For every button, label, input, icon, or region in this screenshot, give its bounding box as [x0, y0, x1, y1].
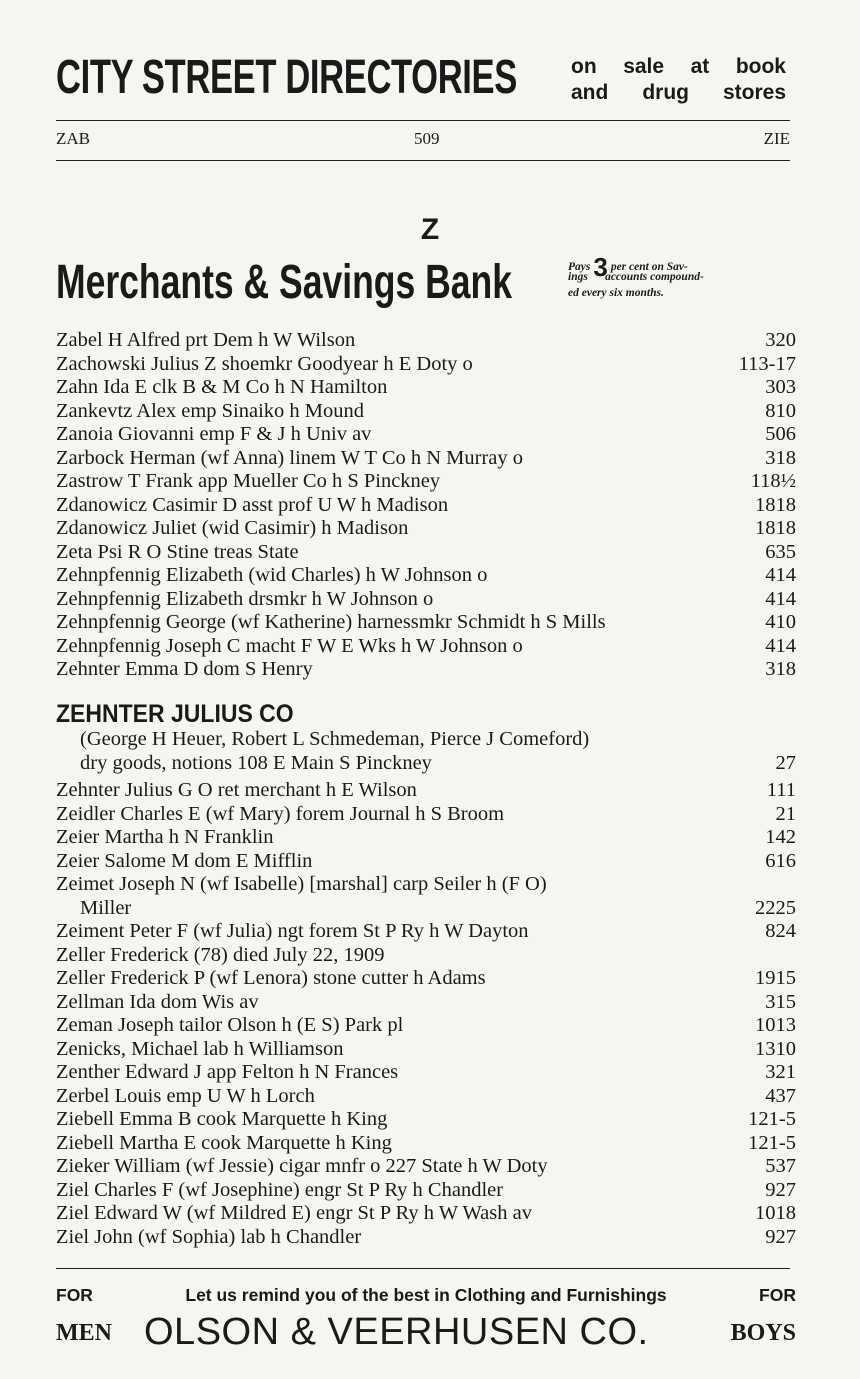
entry-address-number: 2225: [755, 896, 796, 919]
entry-text: Zastrow T Frank app Mueller Co h S Pinckney: [56, 470, 441, 492]
entry-text: Ziel Charles F (wf Josephine) engr St P Ry h Chandler: [56, 1178, 504, 1201]
entry-address-number: 824: [765, 920, 796, 942]
directory-entries-a: [56, 329, 796, 682]
entry-text: Zeimet Joseph N (wf Isabelle) [marshal] carp Seiler h (F O): [56, 873, 547, 895]
ad-for-right: FOR: [759, 1285, 796, 1305]
entry-text: Ziebell Emma B cook Marquette h King: [56, 1108, 388, 1130]
directory-entry: [56, 658, 796, 682]
directory-entry: [56, 944, 796, 968]
bank-note-text: ed every six months.: [568, 287, 664, 299]
top-advertisement: [56, 48, 786, 108]
ad-word: drug: [642, 81, 689, 104]
directory-entry: [56, 826, 796, 850]
entry-text: Zabel H Alfred prt Dem h W Wilson: [56, 329, 356, 351]
directory-entry: [56, 779, 796, 803]
directory-entry: [56, 564, 796, 588]
directory-entry: [56, 400, 796, 424]
ad-word: on: [571, 55, 597, 78]
directory-entry: [56, 967, 796, 991]
ad-firm-name: OLSON & VEERHUSEN CO.: [144, 1311, 649, 1353]
bank-interest-note: [568, 252, 790, 301]
entry-address-number: 635: [765, 540, 796, 563]
entry-text: Zeller Frederick (78) died July 22, 1909: [56, 943, 385, 966]
directory-entry: [56, 423, 796, 447]
entry-address-number: 927: [765, 1178, 796, 1201]
entry-address-number: 303: [765, 376, 796, 398]
entry-text: Zachowski Julius Z shoemkr Goodyear h E Doty o: [56, 352, 473, 375]
entry-text: Zanoia Giovanni emp F & J h Univ av: [56, 423, 372, 445]
directory-entry: [56, 752, 796, 776]
ad-slogan: Let us remind you of the best in Clothing and Furnishings: [185, 1285, 667, 1305]
bank-note-text: accounts compound-: [605, 271, 704, 283]
bank-advertisement: [56, 253, 790, 313]
entry-text: Zerbel Louis emp U W h Lorch: [56, 1084, 315, 1107]
directory-entry: [56, 447, 796, 471]
entry-address-number: 318: [765, 658, 796, 680]
entry-text: Ziel Edward W (wf Mildred E) engr St P Ry h W Wash av: [56, 1202, 532, 1224]
entry-address-number: 506: [765, 423, 796, 445]
entry-address-number: 1915: [755, 967, 796, 989]
directory-entry: [56, 517, 796, 541]
guide-word-last: ZIE: [763, 129, 790, 148]
entry-address-number: 118½: [750, 470, 796, 492]
directory-entry: [56, 353, 796, 377]
entry-text: Zehnpfennig George (wf Katherine) harnessmkr Schmidt h S Mills: [56, 611, 606, 633]
section-letter: Z: [420, 213, 440, 246]
ad-word: and: [571, 81, 609, 104]
entry-text: Zeier Salome M dom E Mifflin: [56, 849, 313, 872]
entry-address-number: 1013: [755, 1014, 796, 1036]
entry-address-number: 1310: [755, 1037, 796, 1060]
interest-rate: 3: [593, 252, 608, 282]
entry-text: dry goods, notions 108 E Main S Pinckney: [80, 751, 432, 774]
ad-word: at: [690, 55, 710, 78]
running-head: [56, 128, 790, 150]
directory-entry: [56, 991, 796, 1015]
company-details: [56, 728, 796, 775]
directory-entry: [56, 1085, 796, 1109]
ad-boys: BOYS: [730, 1320, 796, 1346]
entry-text: Zehnpfennig Joseph C macht F W E Wks h W Johnson o: [56, 634, 523, 657]
entry-address-number: 321: [765, 1061, 796, 1083]
directory-entry: [56, 1226, 796, 1250]
entry-address-number: 927: [765, 1225, 796, 1248]
entry-address-number: 142: [765, 826, 796, 848]
ad-word: book: [735, 55, 786, 78]
directory-entry: [56, 1132, 796, 1156]
ad-men: MEN: [56, 1320, 112, 1346]
ad-word: sale: [623, 55, 665, 78]
directory-entry: [56, 470, 796, 494]
entry-text: Ziebell Martha E cook Marquette h King: [56, 1131, 392, 1154]
entry-text: Zdanowicz Casimir D asst prof U W h Madison: [56, 493, 449, 516]
entry-text: Zarbock Herman (wf Anna) linem W T Co h N Murray o: [56, 446, 524, 469]
entry-text: Zenicks, Michael lab h Williamson: [56, 1037, 344, 1060]
directory-entry: [56, 803, 796, 827]
entry-address-number: 414: [765, 564, 796, 586]
entry-text: Zeidler Charles E (wf Mary) forem Journal h S Broom: [56, 802, 505, 825]
entry-text: Zeta Psi R O Stine treas State: [56, 540, 299, 563]
entry-text: Zellman Ida dom Wis av: [56, 990, 259, 1013]
bank-name: Merchants & Savings Bank: [56, 256, 512, 309]
entry-address-number: 21: [775, 802, 796, 825]
entry-address-number: 121-5: [748, 1131, 796, 1154]
bank-note-text: per cent on Sav-: [610, 261, 688, 273]
directory-entry: [56, 376, 796, 400]
entry-text: Zahn Ida E clk B & M Co h N Hamilton: [56, 376, 388, 398]
ad-for-left: FOR: [56, 1285, 93, 1305]
entry-text: Zeier Martha h N Franklin: [56, 826, 274, 848]
guide-word-first: ZAB: [56, 129, 90, 148]
entry-address-number: 111: [766, 779, 796, 801]
entry-address-number: 414: [765, 634, 796, 657]
entry-address-number: 616: [765, 849, 796, 872]
entry-text: (George H Heuer, Robert L Schmedeman, Pierce J Comeford): [80, 728, 590, 750]
entry-address-number: 1818: [755, 493, 796, 516]
directory-entry: [56, 494, 796, 518]
directory-entry: [56, 1202, 796, 1226]
directory-entry: [56, 1014, 796, 1038]
entry-text: Miller: [80, 896, 132, 919]
directory-entry: [56, 728, 796, 752]
entry-text: Zdanowicz Juliet (wid Casimir) h Madison: [56, 517, 409, 539]
entry-address-number: 315: [765, 990, 796, 1013]
entry-address-number: 1818: [755, 517, 796, 539]
entry-address-number: 410: [765, 611, 796, 633]
bottom-advertisement: [56, 1284, 796, 1354]
company-heading: ZEHNTER JULIUS CO: [56, 700, 294, 728]
directory-entry: [56, 850, 796, 874]
directory-entries-b: [56, 779, 796, 1249]
directories-ad-title: CITY STREET DIRECTORIES: [56, 51, 517, 104]
entry-text: Zankevtz Alex emp Sinaiko h Mound: [56, 399, 365, 422]
entry-text: Zeman Joseph tailor Olson h (E S) Park pl: [56, 1014, 404, 1036]
directory-entry: [56, 541, 796, 565]
directory-entry: [56, 635, 796, 659]
entry-text: Zeiment Peter F (wf Julia) ngt forem St P Ry h W Dayton: [56, 920, 529, 942]
header-rule-top: [56, 120, 790, 121]
entry-address-number: 437: [765, 1084, 796, 1107]
page-number: 509: [414, 129, 440, 148]
ad-word: stores: [722, 81, 786, 104]
bank-note-text: ings: [568, 271, 588, 283]
entry-text: Zieker William (wf Jessie) cigar mnfr o 227 State h W Doty: [56, 1155, 548, 1177]
footer-rule: [56, 1268, 790, 1269]
entry-text: Zehnpfennig Elizabeth (wid Charles) h W Johnson o: [56, 564, 488, 586]
directory-entry: [56, 611, 796, 635]
entry-address-number: 113-17: [738, 352, 796, 375]
directory-entry: [56, 920, 796, 944]
bank-note-text: Pays: [568, 261, 591, 273]
entry-address-number: 414: [765, 587, 796, 610]
directory-entry: [56, 1179, 796, 1203]
header-rule-bottom: [56, 160, 790, 161]
directory-entry: [56, 1038, 796, 1062]
entry-address-number: 121-5: [748, 1108, 796, 1130]
entry-text: Zehnter Julius G O ret merchant h E Wilson: [56, 779, 417, 801]
directory-entry: [56, 1108, 796, 1132]
entry-address-number: 1018: [755, 1202, 796, 1224]
directories-ad-subtext: [571, 54, 786, 106]
directory-entry: [56, 588, 796, 612]
directory-entry: [56, 329, 796, 353]
directory-entry: [56, 897, 796, 921]
entry-address-number: 810: [765, 399, 796, 422]
entry-text: Zehnpfennig Elizabeth drsmkr h W Johnson o: [56, 587, 434, 610]
entry-text: Ziel John (wf Sophia) lab h Chandler: [56, 1225, 362, 1248]
entry-address-number: 320: [765, 329, 796, 351]
directory-entry: [56, 873, 796, 897]
directory-entry: [56, 1155, 796, 1179]
entry-address-number: 537: [765, 1155, 796, 1177]
entry-text: Zeller Frederick P (wf Lenora) stone cutter h Adams: [56, 967, 486, 989]
entry-text: Zenther Edward J app Felton h N Frances: [56, 1061, 399, 1083]
entry-address-number: 318: [765, 446, 796, 469]
directory-entry: [56, 1061, 796, 1085]
entry-text: Zehnter Emma D dom S Henry: [56, 658, 313, 680]
entry-address-number: 27: [775, 751, 796, 774]
